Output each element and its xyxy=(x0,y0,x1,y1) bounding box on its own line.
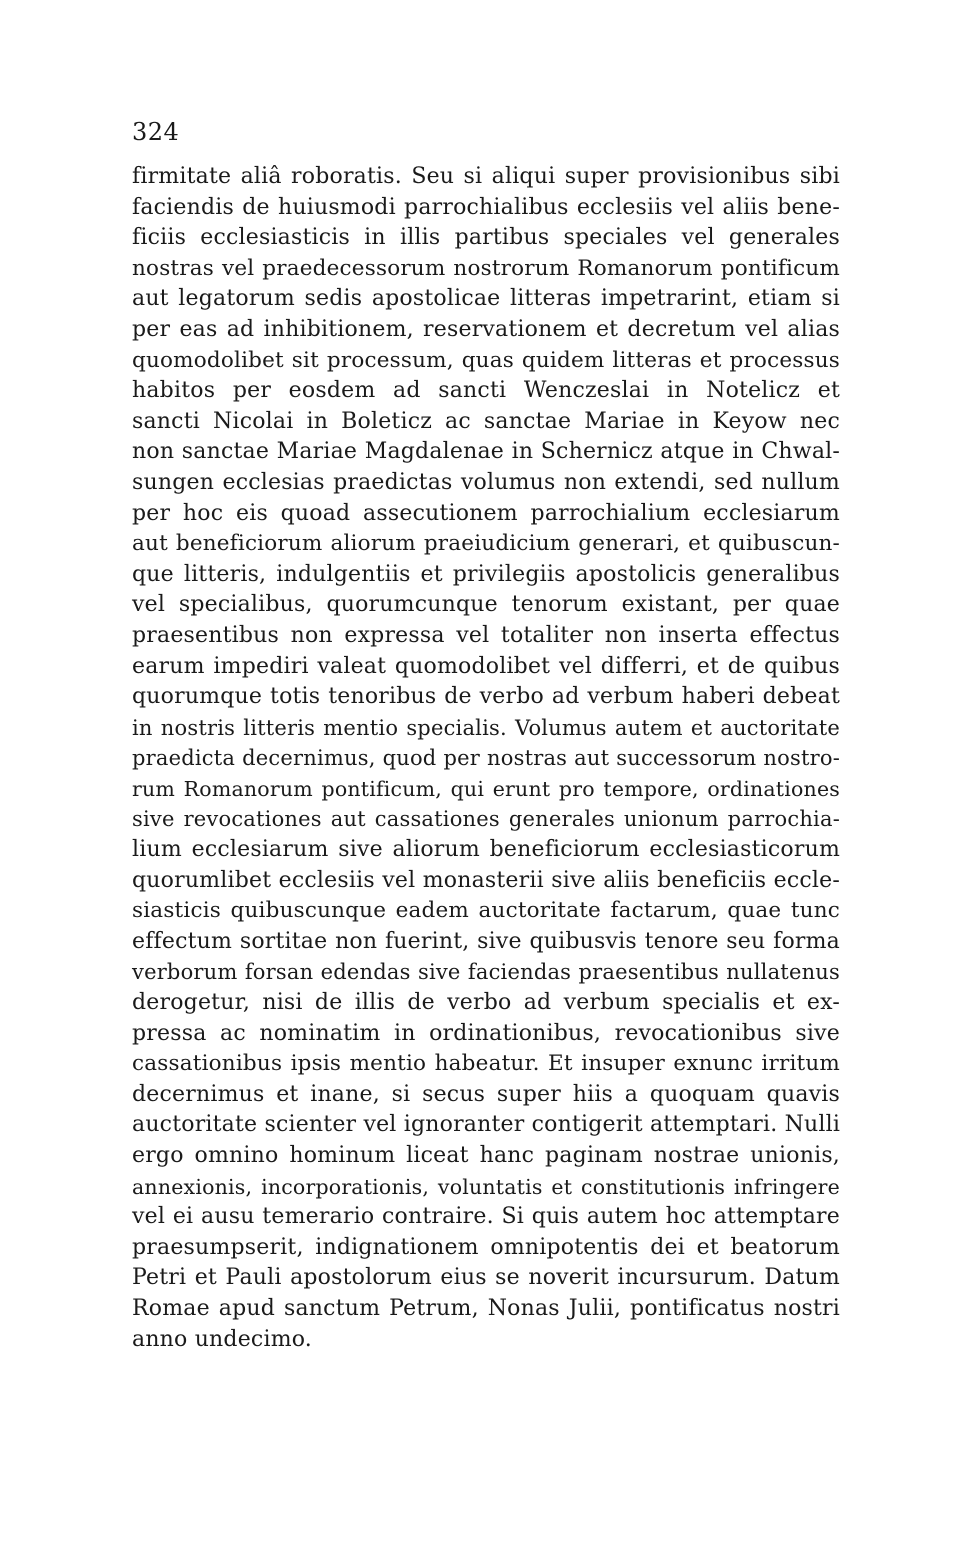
text-line: siasticis quibuscunque eadem auctoritate factarum, quae tunc xyxy=(132,898,840,924)
text-line: que litteris, indulgentiis et privilegiis apostolicis generalibus xyxy=(132,561,840,587)
text-line: quomodolibet sit processum, quas quidem litteras et processus xyxy=(132,347,840,373)
text-line: pressa ac nominatim in ordinationibus, revocationibus sive xyxy=(132,1020,840,1046)
text-line: non sanctae Mariae Magdalenae in Schernicz atque in Chwal- xyxy=(132,439,840,465)
text-line: decernimus et inane, si secus super hiis a quoquam quavis xyxy=(132,1081,840,1107)
text-line: firmitate aliâ roboratis. Seu si aliqui super provisionibus sibi xyxy=(132,164,840,189)
text-line: lium ecclesiarum sive aliorum beneficiorum ecclesiasticorum xyxy=(132,837,840,863)
text-line: verborum forsan edendas sive faciendas praesentibus nullatenus xyxy=(132,960,840,985)
text-line: sancti Nicolai in Boleticz ac sanctae Mariae in Keyow nec xyxy=(132,408,840,434)
text-line: faciendis de huiusmodi parrochialibus ecclesiis vel aliis bene- xyxy=(132,194,840,220)
text-line: vel ei ausu temerario contraire. Si quis autem hoc attemptare xyxy=(132,1204,840,1230)
text-line: rum Romanorum pontificum, qui erunt pro tempore, ordinationes xyxy=(132,776,840,801)
text-line: anno undecimo. xyxy=(132,1326,313,1352)
text-line: praedicta decernimus, quod per nostras aut successorum nostro- xyxy=(132,746,840,771)
text-line: per eas ad inhibitionem, reservationem et decretum vel alias xyxy=(132,316,840,342)
text-line: ficiis ecclesiasticis in illis partibus speciales vel generales xyxy=(132,225,840,251)
text-line: praesentibus non expressa vel totaliter non inserta effectus xyxy=(132,622,840,648)
text-line: in nostris litteris mentio specialis. Volumus autem et auctoritate xyxy=(132,715,840,740)
text-line: aut legatorum sedis apostolicae litteras impetrarint, etiam si xyxy=(132,286,840,312)
body-text xyxy=(132,162,840,1355)
text-line: effectum sortitae non fuerint, sive quibusvis tenore seu forma xyxy=(132,928,840,954)
text-line: nostras vel praedecessorum nostrorum Romanorum pontificum xyxy=(132,255,840,281)
text-line: Petri et Pauli apostolorum eius se noverit incursurum. Datum xyxy=(132,1265,840,1291)
page-number: 324 xyxy=(132,118,180,146)
text-line: derogetur, nisi de illis de verbo ad verbum specialis et ex- xyxy=(132,990,840,1016)
text-line: Romae apud sanctum Petrum, Nonas Julii, pontificatus nostri xyxy=(132,1295,840,1321)
text-line: sive revocationes aut cassationes generales unionum parrochia- xyxy=(132,807,840,832)
text-line: quorumlibet ecclesiis vel monasterii sive aliis beneficiis eccle- xyxy=(132,867,840,893)
text-line: per hoc eis quoad assecutionem parrochialium ecclesiarum xyxy=(132,500,840,526)
text-line: sungen ecclesias praedictas volumus non extendi, sed nullum xyxy=(132,469,840,495)
text-line: cassationibus ipsis mentio habeatur. Et insuper exnunc irritum xyxy=(132,1051,840,1077)
text-line: annexionis, incorporationis, voluntatis et constitutionis infringere xyxy=(132,1174,840,1199)
text-line: earum impediri valeat quomodolibet vel differri, et de quibus xyxy=(132,653,840,679)
text-line: ergo omnino hominum liceat hanc paginam nostrae unionis, xyxy=(132,1143,840,1168)
text-line: auctoritate scienter vel ignoranter contigerit attemptari. Nulli xyxy=(132,1112,841,1138)
text-line: aut beneficiorum aliorum praeiudicium generari, et quibuscun- xyxy=(132,531,840,557)
text-line: praesumpserit, indignationem omnipotentis dei et beatorum xyxy=(132,1234,840,1260)
text-line: vel specialibus, quorumcunque tenorum existant, per quae xyxy=(132,592,840,618)
text-line: habitos per eosdem ad sancti Wenczeslai in Notelicz et xyxy=(132,378,840,404)
text-line: quorumque totis tenoribus de verbo ad verbum haberi debeat xyxy=(132,684,840,710)
